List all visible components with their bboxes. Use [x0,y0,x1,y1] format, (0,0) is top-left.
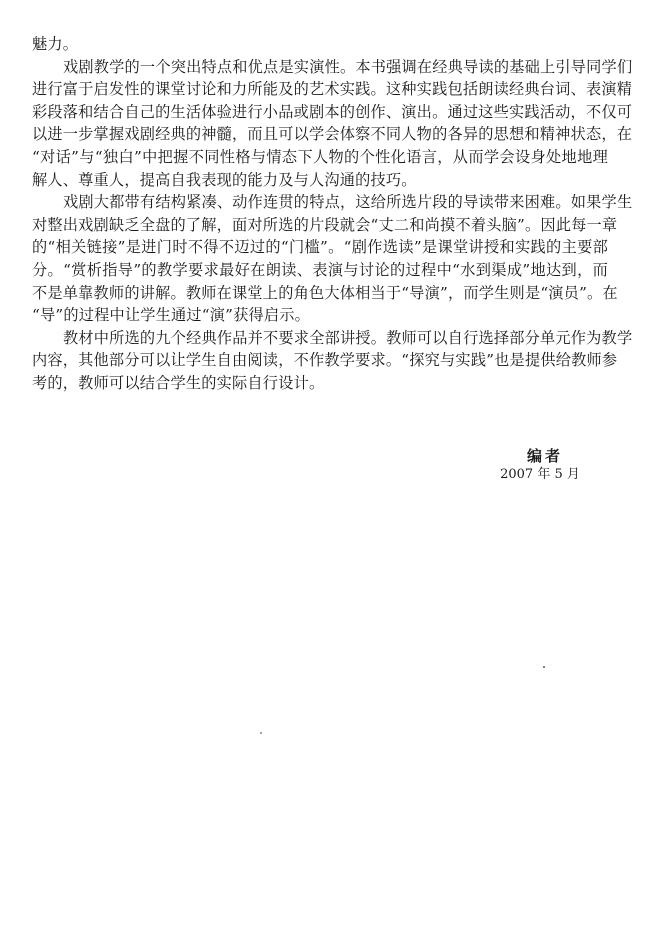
text-line: 彩段落和结合自己的生活体验进行小品或剧本的创作、演出。通过这些实践活动，不仅可 [32,102,633,121]
scan-speck [260,732,262,734]
text-line: “导”的过程中让学生通过“演”获得启示。 [32,306,311,325]
text-line: 以进一步掌握戏剧经典的神髓，而且可以学会体察不同人物的各异的思想和精神状态，在 [32,125,633,144]
paragraph [32,56,633,192]
signature-block [480,446,600,484]
signature-author: 编者 [526,447,563,465]
text-line: 解人、尊重人，提高自我表现的能力及与人沟通的技巧。 [32,170,417,189]
text-line: 进行富于启发性的课堂讨论和力所能及的艺术实践。这种实践包括朗读经典台词、表演精 [32,80,633,99]
signature-date: 2007 年 5 月 [500,467,580,482]
text-line: “对话”与“独白”中把握不同性格与情态下人物的个性化语言，从而学会设身处地地理 [32,147,608,166]
scan-speck [543,666,545,668]
paragraph [32,327,633,395]
paragraph [32,191,633,327]
paragraph [32,33,608,56]
text-line: 魅力。 [32,35,79,53]
text-line: 戏剧教学的一个突出特点和优点是实演性。本书强调在经典导读的基础上引导同学们 [63,57,633,76]
text-line: 分。“赏析指导”的教学要求最好在朗读、表演与讨论的过程中“水到渠成”地达到，而 [32,260,608,279]
text-line: 的“相关链接”是进门时不得不迈过的“门槛”。“剧作选读”是课堂讲授和实践的主要部 [32,238,608,257]
text-line: 戏剧大都带有结构紧凑、动作连贯的特点，这给所选片段的导读带来困难。如果学生 [63,193,633,212]
text-line: 内容，其他部分可以让学生自由阅读，不作教学要求。“探究与实践”也是提供给教师参 [32,351,618,370]
text-line: 不是单靠教师的讲解。教师在课堂上的角色大体相当于“导演”，而学生则是“演员”。在 [32,283,618,302]
text-line: 教材中所选的九个经典作品并不要求全部讲授。教师可以自行选择部分单元作为教学 [63,328,633,347]
document-body [32,33,633,395]
text-line: 考的，教师可以结合学生的实际自行设计。 [32,373,325,392]
text-line: 对整出戏剧缺乏全盘的了解，面对所选的片段就会“丈二和尚摸不着头脑”。因此每一章 [32,215,618,234]
